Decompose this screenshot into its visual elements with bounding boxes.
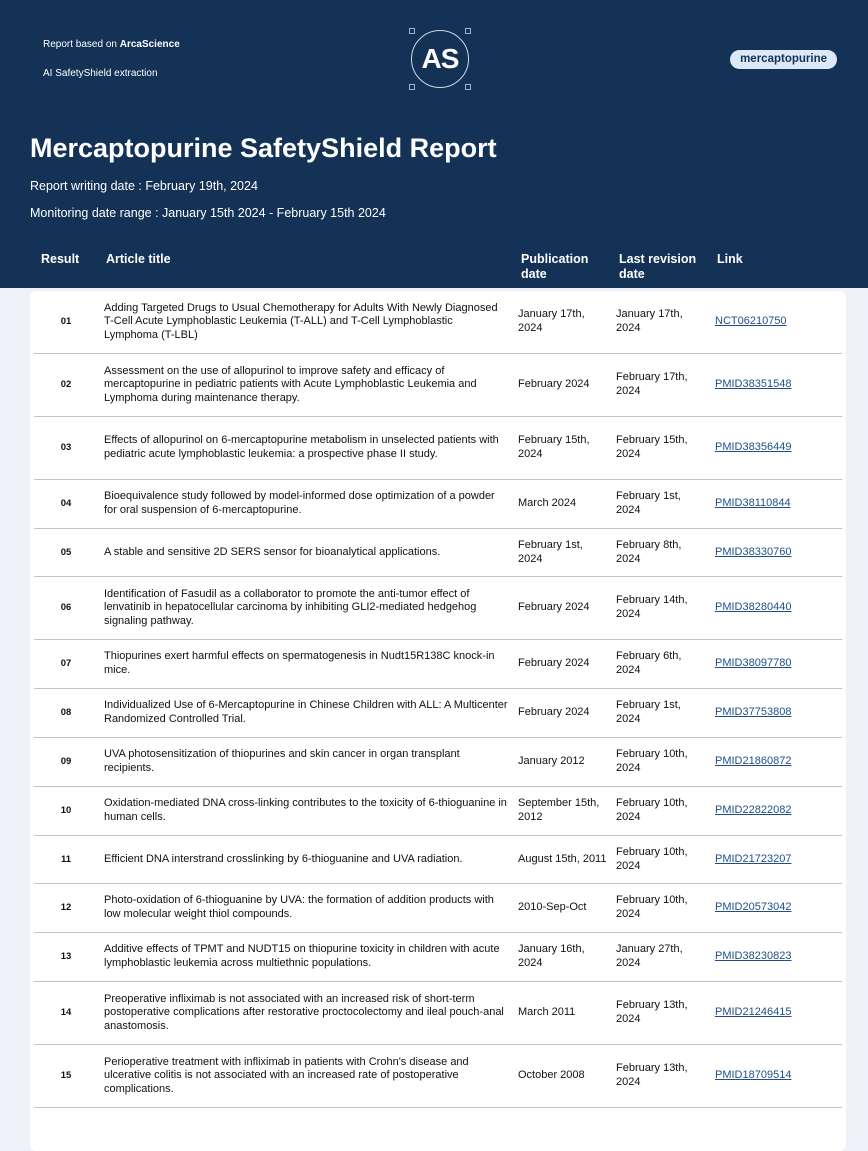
brand-prefix: Report based on — [43, 39, 120, 50]
column-header-last-revision-date — [619, 252, 696, 282]
column-header-publication-date-line1: Publication — [521, 252, 589, 266]
last-revision-date — [616, 640, 708, 688]
article-link[interactable]: PMID38330760 — [715, 545, 792, 558]
last-revision-date-text: February 17th, 2024 — [616, 371, 688, 397]
publication-date-text: January 2012 — [518, 755, 585, 768]
article-link[interactable]: PMID37753808 — [715, 706, 792, 719]
article-link[interactable]: PMID38110844 — [715, 497, 791, 510]
publication-date — [518, 577, 610, 639]
article-title-text: Perioperative treatment with infliximab in patients with Crohn's disease and ulcerative colitis is not associated with an increased rate of postoperative complications. — [104, 1055, 469, 1095]
publication-date-text: February 2024 — [518, 657, 590, 670]
column-header-last-revision-line1: Last revision — [619, 252, 697, 266]
article-title — [104, 689, 508, 737]
result-number — [34, 354, 98, 416]
article-title-text: UVA photosensitization of thiopurines and skin cancer in organ transplant recipients. — [104, 748, 460, 774]
article-link-cell — [715, 291, 835, 353]
article-link-cell — [715, 529, 835, 576]
result-number — [34, 933, 98, 981]
publication-date-text: 2010-Sep-Oct — [518, 901, 587, 914]
article-title — [104, 354, 508, 416]
result-number-text: 06 — [60, 602, 72, 614]
last-revision-date-text: February 8th, 2024 — [616, 538, 682, 565]
publication-date — [518, 933, 610, 981]
last-revision-date-text: February 10th, 2024 — [616, 748, 688, 774]
article-link-cell — [715, 689, 835, 737]
publication-date-text: March 2011 — [518, 1006, 576, 1019]
logo-corner — [465, 84, 471, 90]
article-link[interactable]: PMID38097780 — [715, 657, 792, 670]
column-header-title: Article title — [106, 252, 171, 266]
article-title-text: Efficient DNA interstrand crosslinking by 6-thioguanine and UVA radiation. — [104, 852, 463, 865]
article-link-cell — [715, 884, 835, 932]
article-title — [104, 1045, 508, 1107]
result-number — [34, 480, 98, 528]
result-number-text: 10 — [60, 805, 72, 817]
brand-attribution — [43, 39, 180, 50]
result-number-text: 14 — [60, 1007, 72, 1019]
table-row — [34, 982, 842, 1045]
article-link-cell — [715, 417, 835, 479]
result-number — [34, 787, 98, 835]
article-link[interactable]: PMID22822082 — [715, 804, 792, 817]
result-number — [34, 1045, 98, 1107]
table-row — [34, 933, 842, 982]
table-row — [34, 640, 842, 689]
article-link-cell — [715, 1045, 835, 1107]
article-title — [104, 291, 508, 353]
column-header-result: Result — [41, 252, 80, 266]
result-number-text: 08 — [60, 707, 72, 719]
article-title-text: Additive effects of TPMT and NUDT15 on thiopurine toxicity in children with acute lymphoblastic leukemia across multiethnic populations. — [104, 943, 500, 969]
publication-date — [518, 291, 610, 353]
result-number-text: 04 — [60, 498, 72, 510]
article-title-text: A stable and sensitive 2D SERS sensor for bioanalytical applications. — [104, 545, 441, 558]
article-link-cell — [715, 480, 835, 528]
publication-date — [518, 738, 610, 786]
table-row — [34, 354, 842, 417]
logo-corner — [409, 84, 415, 90]
table-row — [34, 480, 842, 529]
last-revision-date — [616, 933, 708, 981]
publication-date — [518, 787, 610, 835]
publication-date — [518, 689, 610, 737]
results-table — [30, 291, 846, 1151]
result-number-text: 15 — [60, 1070, 72, 1082]
table-row — [34, 689, 842, 738]
column-header-last-revision-line2: date — [619, 267, 645, 281]
article-title-text: Oxidation-mediated DNA cross-linking contributes to the toxicity of 6-thioguanine in human cells. — [104, 797, 507, 823]
article-title-text: Adding Targeted Drugs to Usual Chemotherapy for Adults With Newly Diagnosed T-Cell Acute Lymphoblastic Leukemia (T-ALL) and T-Cell Lymphoblastic Lymphoma (T-LBL) — [104, 301, 498, 341]
result-number — [34, 529, 98, 576]
article-title-text: Assessment on the use of allopurinol to improve safety and efficacy of mercaptopurine in pediatric patients with Acute Lymphoblastic Leukemia and Lymphoma during maintenance therapy. — [104, 364, 477, 404]
result-number — [34, 577, 98, 639]
publication-date — [518, 529, 610, 576]
article-title — [104, 577, 508, 639]
table-row — [34, 787, 842, 836]
result-number — [34, 291, 98, 353]
report-header — [0, 0, 868, 288]
article-title-text: Individualized Use of 6-Mercaptopurine in Chinese Children with ALL: A Multicenter Randomized Controlled Trial. — [104, 699, 508, 725]
last-revision-date-text: February 6th, 2024 — [616, 650, 682, 676]
article-link-cell — [715, 577, 835, 639]
publication-date-text: March 2024 — [518, 497, 577, 510]
article-title — [104, 480, 508, 528]
article-link-cell — [715, 787, 835, 835]
column-header-link: Link — [717, 252, 743, 266]
publication-date-text: January 17th, 2024 — [518, 308, 585, 334]
result-number-text: 12 — [60, 902, 72, 914]
last-revision-date-text: February 10th, 2024 — [616, 845, 688, 872]
last-revision-date-text: February 13th, 2024 — [616, 1062, 688, 1088]
publication-date-text: August 15th, 2011 — [518, 852, 607, 865]
result-number-text: 02 — [60, 379, 72, 391]
last-revision-date — [616, 291, 708, 353]
last-revision-date — [616, 417, 708, 479]
publication-date-text: February 1st, 2024 — [518, 538, 583, 565]
result-number-text: 01 — [60, 316, 72, 328]
publication-date-text: February 15th, 2024 — [518, 434, 590, 460]
report-writing-date: Report writing date : February 19th, 2024 — [30, 179, 258, 193]
publication-date — [518, 982, 610, 1044]
result-number-text: 03 — [60, 442, 72, 454]
last-revision-date — [616, 982, 708, 1044]
last-revision-date-text: February 1st, 2024 — [616, 699, 681, 725]
table-row — [34, 577, 842, 640]
article-link-cell — [715, 933, 835, 981]
result-number — [34, 738, 98, 786]
table-row — [34, 1045, 842, 1108]
article-title-text: Identification of Fasudil as a collaborator to promote the anti-tumor effect of lenvatinib in hepatocellular carcinoma by inhibiting GLI2-mediated hedgehog signaling pathway. — [104, 587, 477, 627]
result-number — [34, 982, 98, 1044]
article-title — [104, 933, 508, 981]
last-revision-date — [616, 836, 708, 883]
brand-subtitle: AI SafetyShield extraction — [43, 68, 158, 79]
last-revision-date — [616, 884, 708, 932]
last-revision-date-text: January 17th, 2024 — [616, 308, 683, 334]
result-number — [34, 689, 98, 737]
article-title — [104, 982, 508, 1044]
last-revision-date-text: January 27th, 2024 — [616, 943, 683, 969]
last-revision-date — [616, 787, 708, 835]
column-header-publication-date — [521, 252, 588, 282]
result-number-text: 05 — [60, 546, 72, 558]
article-title — [104, 836, 508, 883]
result-number-text: 11 — [60, 853, 72, 865]
article-title — [104, 529, 508, 576]
article-title — [104, 738, 508, 786]
article-link[interactable]: PMID38280440 — [715, 601, 792, 614]
article-link-cell — [715, 982, 835, 1044]
result-number — [34, 884, 98, 932]
publication-date-text: January 16th, 2024 — [518, 943, 585, 969]
logo-corner — [409, 28, 415, 34]
publication-date-text: February 2024 — [518, 706, 590, 719]
last-revision-date — [616, 1045, 708, 1107]
publication-date — [518, 354, 610, 416]
table-row — [34, 417, 842, 480]
table-row — [34, 291, 842, 354]
article-link[interactable]: PMID20573042 — [715, 901, 792, 914]
article-title — [104, 787, 508, 835]
publication-date-text: September 15th, 2012 — [518, 797, 600, 823]
last-revision-date — [616, 529, 708, 576]
article-title-text: Photo-oxidation of 6-thioguanine by UVA: the formation of addition products with low molecular weight thiol compounds. — [104, 894, 494, 920]
table-row — [34, 884, 842, 933]
table-row — [34, 738, 842, 787]
publication-date-text: February 2024 — [518, 378, 590, 391]
publication-date-text: February 2024 — [518, 601, 590, 614]
result-number-text: 09 — [60, 756, 72, 768]
last-revision-date — [616, 354, 708, 416]
publication-date — [518, 884, 610, 932]
logo-corner — [465, 28, 471, 34]
column-header-publication-date-line2: date — [521, 267, 547, 281]
article-title — [104, 884, 508, 932]
article-link[interactable]: PMID21860872 — [715, 755, 792, 768]
brand-name: ArcaScience — [119, 39, 180, 50]
article-link-cell — [715, 836, 835, 883]
article-link[interactable]: PMID38230823 — [715, 950, 792, 963]
publication-date — [518, 1045, 610, 1107]
article-link-cell — [715, 354, 835, 416]
last-revision-date-text: February 10th, 2024 — [616, 797, 688, 823]
arcascience-logo — [411, 30, 469, 88]
last-revision-date — [616, 738, 708, 786]
article-link[interactable]: PMID38351548 — [715, 378, 792, 391]
article-link-cell — [715, 640, 835, 688]
article-link[interactable]: PMID38356449 — [715, 441, 792, 454]
logo-text: AS — [421, 43, 459, 74]
last-revision-date — [616, 480, 708, 528]
last-revision-date-text: February 1st, 2024 — [616, 490, 681, 516]
result-number — [34, 417, 98, 479]
article-title-text: Bioequivalence study followed by model-informed dose optimization of a powder for oral suspension of 6-mercaptopurine. — [104, 490, 495, 516]
last-revision-date-text: February 14th, 2024 — [616, 594, 688, 620]
result-number-text: 07 — [60, 658, 72, 670]
last-revision-date — [616, 577, 708, 639]
publication-date — [518, 417, 610, 479]
publication-date — [518, 640, 610, 688]
article-title-text: Thiopurines exert harmful effects on spermatogenesis in Nudt15R138C knock-in mice. — [104, 650, 495, 676]
table-row — [34, 529, 842, 577]
last-revision-date — [616, 689, 708, 737]
publication-date-text: October 2008 — [518, 1069, 585, 1082]
monitoring-date-range: Monitoring date range : January 15th 2024 - February 15th 2024 — [30, 206, 386, 220]
article-title — [104, 640, 508, 688]
last-revision-date-text: February 10th, 2024 — [616, 894, 688, 920]
article-link[interactable]: PMID18709514 — [715, 1069, 792, 1082]
article-link[interactable]: PMID21723207 — [715, 852, 792, 865]
result-number-text: 13 — [60, 951, 72, 963]
publication-date — [518, 480, 610, 528]
publication-date — [518, 836, 610, 883]
table-row — [34, 836, 842, 884]
drug-badge: mercaptopurine — [730, 50, 837, 69]
result-number — [34, 640, 98, 688]
article-link[interactable]: PMID21246415 — [715, 1006, 792, 1019]
result-number — [34, 836, 98, 883]
page-title: Mercaptopurine SafetyShield Report — [30, 133, 497, 163]
article-link-cell — [715, 738, 835, 786]
article-title-text: Preoperative infliximab is not associated with an increased risk of short-term postoperative complications after restorative proctocolectomy and ileal pouch-anal anastomosis. — [104, 992, 504, 1032]
last-revision-date-text: February 13th, 2024 — [616, 999, 688, 1025]
last-revision-date-text: February 15th, 2024 — [616, 434, 688, 460]
article-title-text: Effects of allopurinol on 6-mercaptopurine metabolism in unselected patients with pediatric acute lymphoblastic leukemia: a prospective phase II study. — [104, 434, 499, 460]
article-link[interactable]: NCT06210750 — [715, 315, 787, 328]
article-title — [104, 417, 508, 479]
